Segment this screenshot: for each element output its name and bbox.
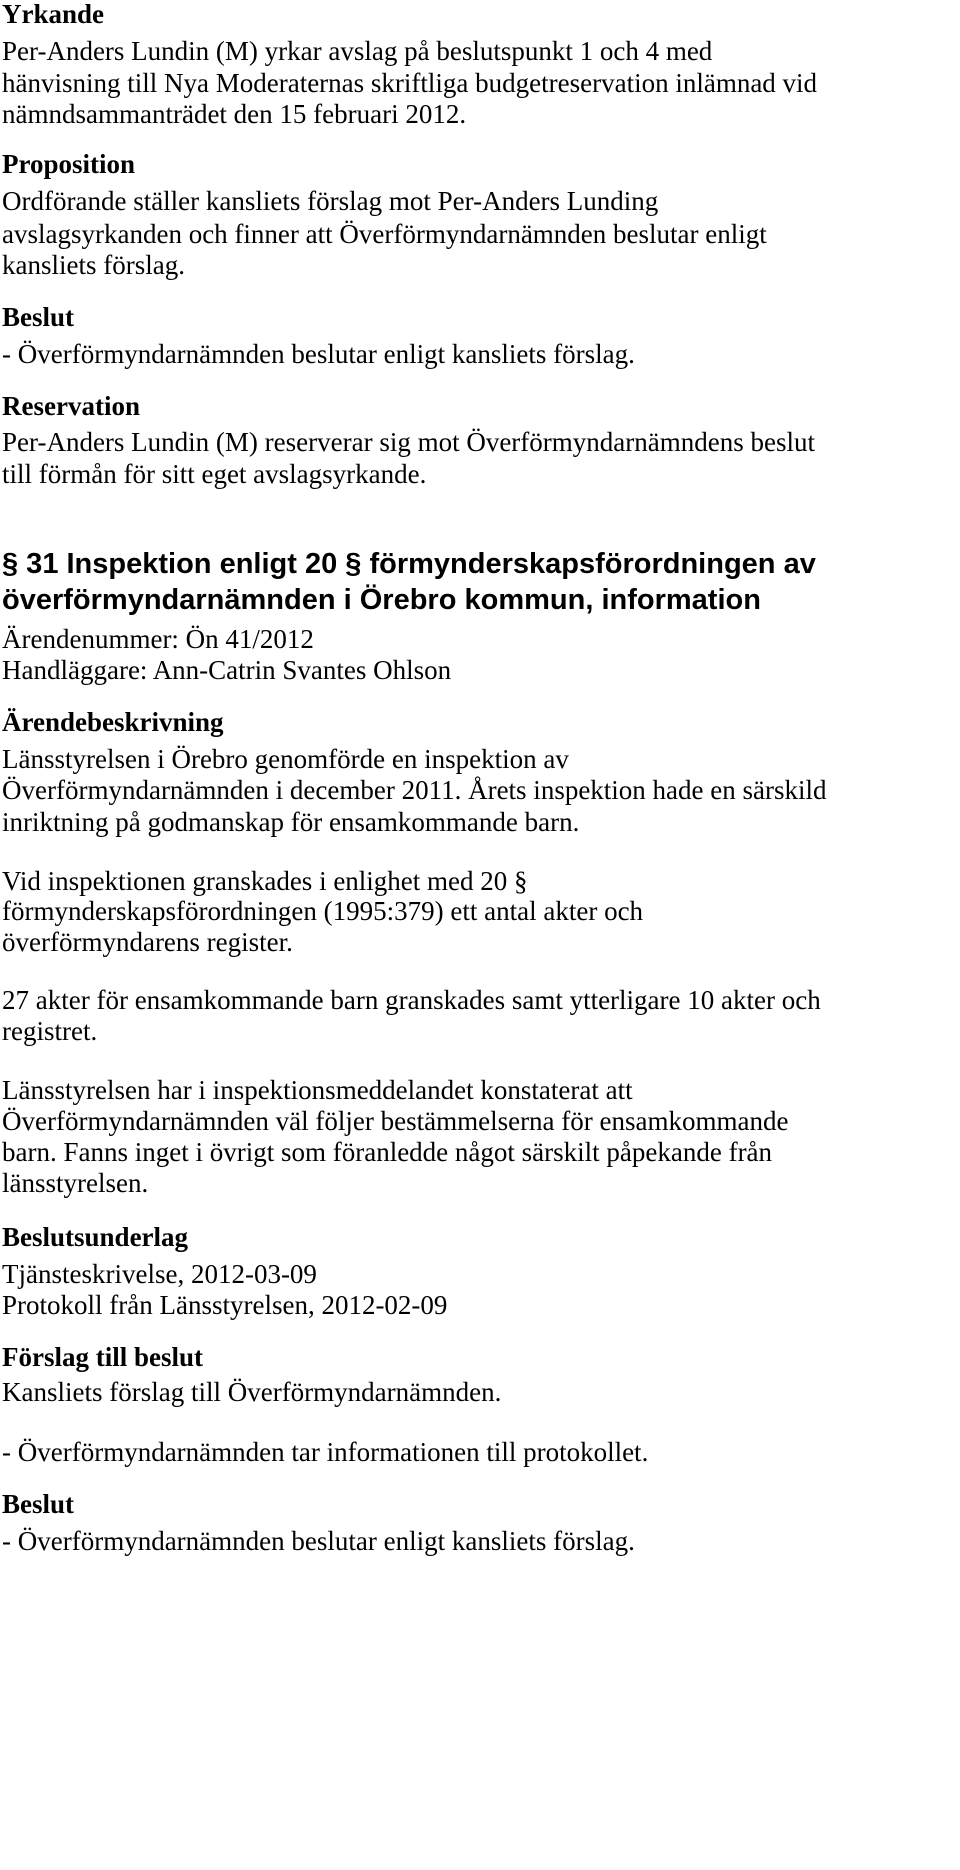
text-line: Tjänsteskrivelse, 2012-03-09 (2, 1259, 317, 1289)
text-line: Överförmyndarnämnden väl följer bestämmelserna för ensamkommande (2, 1106, 789, 1136)
text-line: - Överförmyndarnämnden beslutar enligt kansliets förslag. (2, 1526, 635, 1556)
text-line: - Överförmyndarnämnden tar informationen till protokollet. (2, 1437, 649, 1467)
text-line: 27 akter för ensamkommande barn granskades samt ytterligare 10 akter och (2, 985, 821, 1015)
text-line: registret. (2, 1016, 98, 1046)
text-line: nämndsammanträdet den 15 februari 2012. (2, 99, 467, 129)
section-heading-reservation: Reservation (2, 391, 140, 421)
section-heading-forslag-till-beslut: Förslag till beslut (2, 1342, 203, 1372)
text-line: Protokoll från Länsstyrelsen, 2012-02-09 (2, 1290, 448, 1320)
text-line: Ordförande ställer kansliets förslag mot Per-Anders Lunding (2, 186, 659, 216)
text-line: länsstyrelsen. (2, 1168, 149, 1198)
case-number: Ärendenummer: Ön 41/2012 (2, 624, 314, 654)
section-heading-beslutsunderlag: Beslutsunderlag (2, 1222, 189, 1252)
section-heading-beslut: Beslut (2, 302, 75, 332)
text-line: överförmyndarens register. (2, 927, 293, 957)
section-heading-yrkande: Yrkande (2, 0, 105, 29)
text-line: Vid inspektionen granskades i enlighet med 20 § (2, 866, 528, 896)
case-handler: Handläggare: Ann-Catrin Svantes Ohlson (2, 655, 452, 685)
text-line: Överförmyndarnämnden i december 2011. Årets inspektion hade en särskild (2, 775, 827, 805)
item-title-line: överförmyndarnämnden i Örebro kommun, information (2, 584, 761, 616)
text-line: - Överförmyndarnämnden beslutar enligt kansliets förslag. (2, 339, 635, 369)
section-heading-beslut: Beslut (2, 1489, 75, 1519)
text-line: till förmån för sitt eget avslagsyrkande. (2, 459, 427, 489)
text-line: Kansliets förslag till Överförmyndarnämnden. (2, 1377, 502, 1407)
text-line: avslagsyrkanden och finner att Överförmyndarnämnden beslutar enligt (2, 219, 767, 249)
text-line: barn. Fanns inget i övrigt som föranledde något särskilt påpekande från (2, 1137, 773, 1167)
text-line: Länsstyrelsen i Örebro genomförde en inspektion av (2, 744, 569, 774)
text-line: förmynderskapsförordningen (1995:379) ett antal akter och (2, 896, 644, 926)
text-line: Per-Anders Lundin (M) reserverar sig mot Överförmyndarnämndens beslut (2, 427, 815, 457)
text-line: Länsstyrelsen har i inspektionsmeddelandet konstaterat att (2, 1075, 633, 1105)
item-title-line: § 31 Inspektion enligt 20 § förmynderskapsförordningen av (2, 548, 816, 580)
text-line: Per-Anders Lundin (M) yrkar avslag på beslutspunkt 1 och 4 med (2, 36, 713, 66)
section-heading-proposition: Proposition (2, 149, 136, 179)
text-line: hänvisning till Nya Moderaternas skriftliga budgetreservation inlämnad vid (2, 68, 818, 98)
text-line: kansliets förslag. (2, 250, 185, 280)
text-line: inriktning på godmanskap för ensamkommande barn. (2, 807, 580, 837)
section-heading-arendebeskrivning: Ärendebeskrivning (2, 707, 224, 737)
